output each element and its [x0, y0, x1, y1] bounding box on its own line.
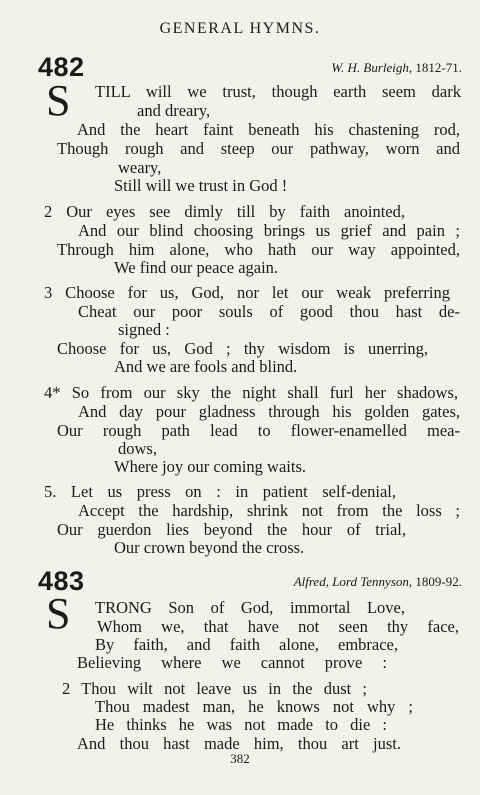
- drop-cap: S: [46, 589, 71, 638]
- hymn-line: And thou hast made him, thou art just.: [77, 734, 401, 753]
- hymn-line: By faith, and faith alone, embrace,: [95, 635, 398, 654]
- hymn-line: Accept the hardship, shrink not from the loss ;: [78, 501, 460, 520]
- hymn-line: signed :: [118, 320, 170, 339]
- hymn-line: TILL will we trust, though earth seem dark: [95, 82, 461, 101]
- hymn-line: Our crown beyond the cross.: [114, 538, 305, 557]
- author-name: W. H. Burleigh: [331, 60, 409, 75]
- hymn-line: And day pour gladness through his golden gates,: [78, 402, 460, 421]
- hymn-number: 483: [38, 566, 85, 596]
- hymn-line: 3 Choose for us, God, nor let our weak preferring: [44, 283, 450, 302]
- hymn-author: [294, 574, 462, 590]
- hymn-line: dows,: [118, 439, 157, 458]
- hymn-483-heading: [38, 566, 462, 596]
- hymn-line: We find our peace again.: [114, 258, 279, 277]
- hymn-line: 4* So from our sky the night shall furl her shadows,: [44, 383, 458, 402]
- hymn-line: Believing where we cannot prove :: [77, 653, 387, 672]
- hymn-line: And we are fools and blind.: [114, 357, 298, 376]
- hymn-line: Through him alone, who hath our way appointed,: [57, 240, 460, 259]
- hymn-line: He thinks he was not made to die :: [95, 715, 387, 734]
- hymn-line: TRONG Son of God, immortal Love,: [95, 598, 405, 617]
- hymn-line: weary,: [118, 158, 162, 177]
- hymn-line: Though rough and steep our pathway, worn and: [57, 139, 460, 158]
- hymn-line: 2 Our eyes see dimly till by faith anointed,: [44, 202, 405, 221]
- hymn-482-heading: [38, 52, 462, 82]
- author-dates: , 1812-71.: [408, 60, 462, 75]
- hymn-number: 482: [38, 52, 85, 82]
- hymn-line: And our blind choosing brings us grief and pain ;: [78, 221, 460, 240]
- hymn-line: And the heart faint beneath his chastening rod,: [77, 120, 460, 139]
- hymn-line: Cheat our poor souls of good thou hast de-: [78, 302, 460, 321]
- hymn-line: and dreary,: [137, 101, 211, 120]
- hymn-line: Choose for us, God ; thy wisdom is unerring,: [57, 339, 428, 358]
- hymn-author: [331, 60, 462, 76]
- hymn-line: Our rough path lead to flower-enamelled mea-: [57, 421, 460, 440]
- drop-cap: S: [46, 76, 71, 125]
- hymn-line: Still will we trust in God !: [114, 176, 288, 195]
- author-name: Alfred, Lord Tennyson: [293, 574, 409, 589]
- page-header: GENERAL HYMNS.: [159, 20, 321, 37]
- page-number: 382: [230, 751, 250, 766]
- hymn-line: Thou madest man, he knows not why ;: [95, 697, 413, 716]
- hymn-line: Whom we, that have not seen thy face,: [97, 617, 459, 636]
- hymn-line: Our guerdon lies beyond the hour of trial,: [57, 520, 406, 539]
- hymn-line: Where joy our coming waits.: [114, 457, 306, 476]
- hymn-line: 5. Let us press on : in patient self-denial,: [44, 482, 396, 501]
- hymn-line: 2 Thou wilt not leave us in the dust ;: [62, 679, 367, 698]
- author-dates: , 1809-92.: [408, 574, 462, 589]
